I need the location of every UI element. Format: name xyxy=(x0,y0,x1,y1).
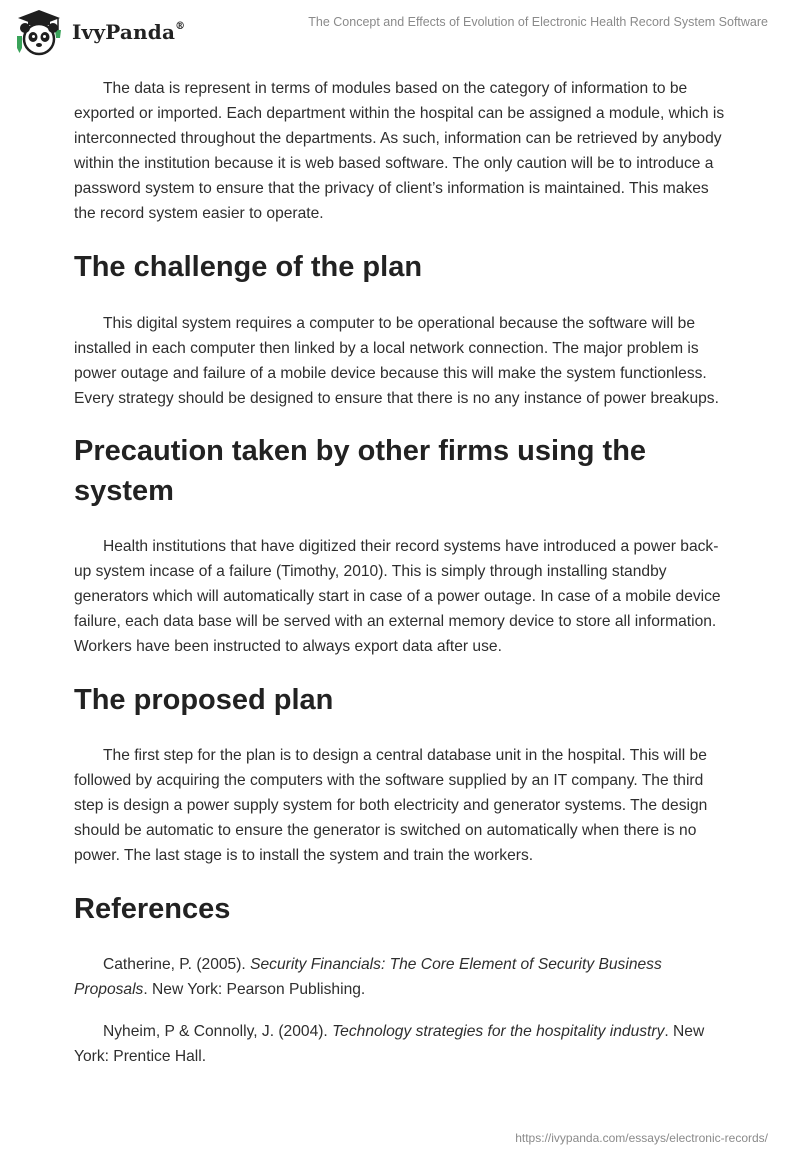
paragraph: The first step for the plan is to design a central database unit in the hospital. This will be followed by acquiring the computers with the software supplied by an IT company. The third step is design a power supply system for both electricity and generator systems. The design should be automatic to ensure the generator is switched on automatically when there is no power. The last stage is to install the system and train the workers. xyxy=(74,747,708,864)
paragraph: The data is represent in terms of modules based on the category of information to be exported or imported. Each department within the hospital can be assigned a module, which is interconnected throughout the departments. As such, information can be retrieved by anybody within the institution because it is web based software. The only caution will be to introduce a password system to ensure that the privacy of client’s information is maintained. This makes the record system easier to operate. xyxy=(74,80,725,222)
reference-entry: Nyheim, P & Connolly, J. (2004). Technology strategies for the hospitality industry. New York: Prentice Hall. xyxy=(74,1023,705,1065)
section-heading: Precaution taken by other firms using the system xyxy=(74,435,647,507)
reference-title: Technology strategies for the hospitality industry xyxy=(332,1023,665,1040)
page-header xyxy=(0,0,800,60)
document-title: The Concept and Effects of Evolution of Electronic Health Record System Software xyxy=(308,15,768,29)
brand-name: IvyPanda® xyxy=(72,20,186,44)
essay-body xyxy=(74,76,726,1086)
source-url[interactable]: https://ivypanda.com/essays/electronic-records/ xyxy=(515,1131,768,1145)
section-heading: The proposed plan xyxy=(74,684,334,716)
section-heading: The challenge of the plan xyxy=(74,251,423,283)
reference-title: Security Financials: The Core Element of Security Business Proposals xyxy=(74,956,662,998)
panda-graduate-icon xyxy=(14,8,64,56)
paragraph: Health institutions that have digitized their record systems have introduced a power back-up system incase of a failure (Timothy, 2010). This is simply through installing standby generators which will automatically start in case of a power outage. In case of a mobile device failure, each data base will be served with an external memory device to store all information. Workers have been instructed to always export data after use. xyxy=(74,538,721,655)
references-heading: References xyxy=(74,893,231,925)
reference-entry: Catherine, P. (2005). Security Financials: The Core Element of Security Business Proposals. New York: Pearson Publishing. xyxy=(74,956,662,998)
paragraph: This digital system requires a computer to be operational because the software will be installed in each computer then linked by a local network connection. The major problem is power outage and failure of a mobile device because this will make the system functionless. Every strategy should be designed to ensure that there is no any instance of power breakups. xyxy=(74,315,719,407)
brand-logo[interactable] xyxy=(14,8,185,56)
